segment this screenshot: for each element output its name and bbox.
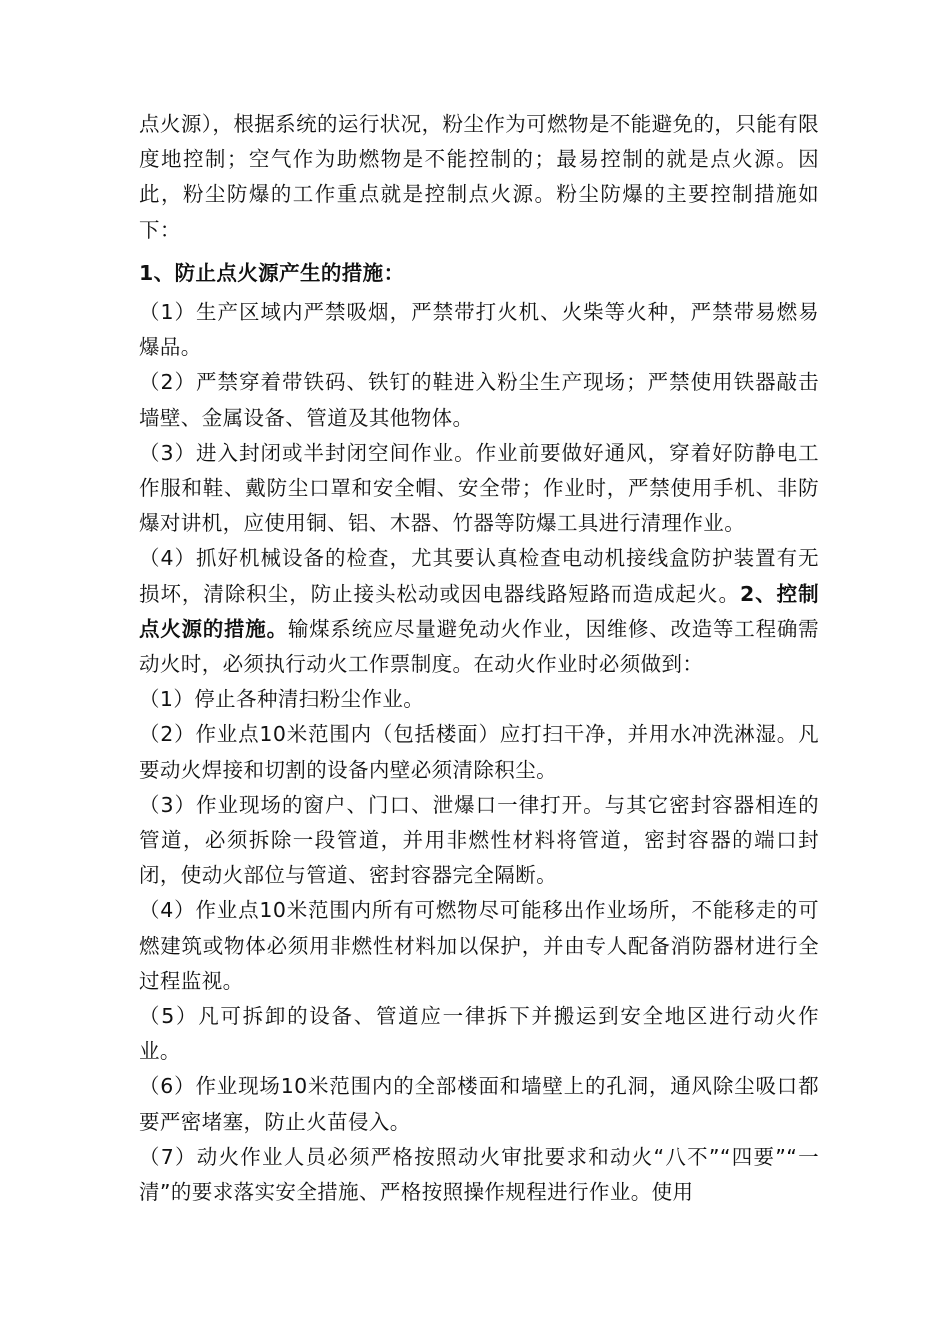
section-2-item-1: （1）停止各种清扫粉尘作业。 — [139, 687, 425, 712]
section-2-item-7: （7）动火作业人员必须严格按照动火审批要求和动火“八不”“四要”“一清”的要求落实安全措施、严格按照操作规程进行作业。使用 — [139, 1144, 819, 1205]
section-1-item-4-with-section-2 — [139, 541, 819, 682]
section-1-heading: 1、防止点火源产生的措施： — [139, 260, 405, 285]
section-2-item-2: （2）作业点10米范围内（包括楼面）应打扫干净，并用水冲洗淋湿。凡要动火焊接和切割的设备内壁必须清除积尘。 — [139, 722, 819, 782]
section-1-item-2: （2）严禁穿着带铁码、铁钉的鞋进入粉尘生产现场；严禁使用铁器敲击墙壁、金属设备、管道及其他物体。 — [139, 370, 819, 430]
section-2-item-5: （5）凡可拆卸的设备、管道应一律拆下并搬运到安全地区进行动火作业。 — [139, 1004, 819, 1064]
section-1-item-4-text: （4）抓好机械设备的检查，尤其要认真检查电动机接线盒防护装置有无损坏，清除积尘，防止接头松动或因电器线路短路而造成起火。 — [139, 546, 819, 606]
section-1-item-3: （3）进入封闭或半封闭空间作业。作业前要做好通风，穿着好防静电工作服和鞋、戴防尘口罩和安全帽、安全带；作业时，严禁使用手机、非防爆对讲机，应使用铜、铝、木器、竹器等防爆工具进行清理作业。 — [139, 440, 819, 536]
document-page — [139, 107, 819, 1210]
section-1-item-1: （1）生产区域内严禁吸烟，严禁带打火机、火柴等火种，严禁带易燃易爆品。 — [139, 300, 819, 360]
section-2-item-3: （3）作业现场的窗户、门口、泄爆口一律打开。与其它密封容器相连的管道，必须拆除一段管道，并用非燃性材料将管道，密封容器的端口封闭，使动火部位与管道、密封容器完全隔断。 — [139, 792, 819, 888]
section-2-intro: 输煤系统应尽量避免动火作业，因维修、改造等工程确需动火时，必须执行动火工作票制度。在动火作业时必须做到： — [139, 616, 819, 677]
section-2-item-4: （4）作业点10米范围内所有可燃物尽可能移出作业场所，不能移走的可燃建筑或物体必须用非燃性材料加以保护，并由专人配备消防器材进行全过程监视。 — [139, 898, 819, 993]
section-2-item-6: （6）作业现场10米范围内的全部楼面和墙壁上的孔洞，通风除尘吸口都要严密堵塞，防止火苗侵入。 — [139, 1074, 819, 1134]
intro-paragraph: 点火源），根据系统的运行状况，粉尘作为可燃物是不能避免的，只能有限度地控制；空气作为助燃物是不能控制的；最易控制的就是点火源。因此，粉尘防爆的工作重点就是控制点火源。粉尘防爆的主要控制措施如下： — [139, 112, 819, 242]
section-2-heading: 2、控制点火源的措施。 — [139, 581, 819, 641]
